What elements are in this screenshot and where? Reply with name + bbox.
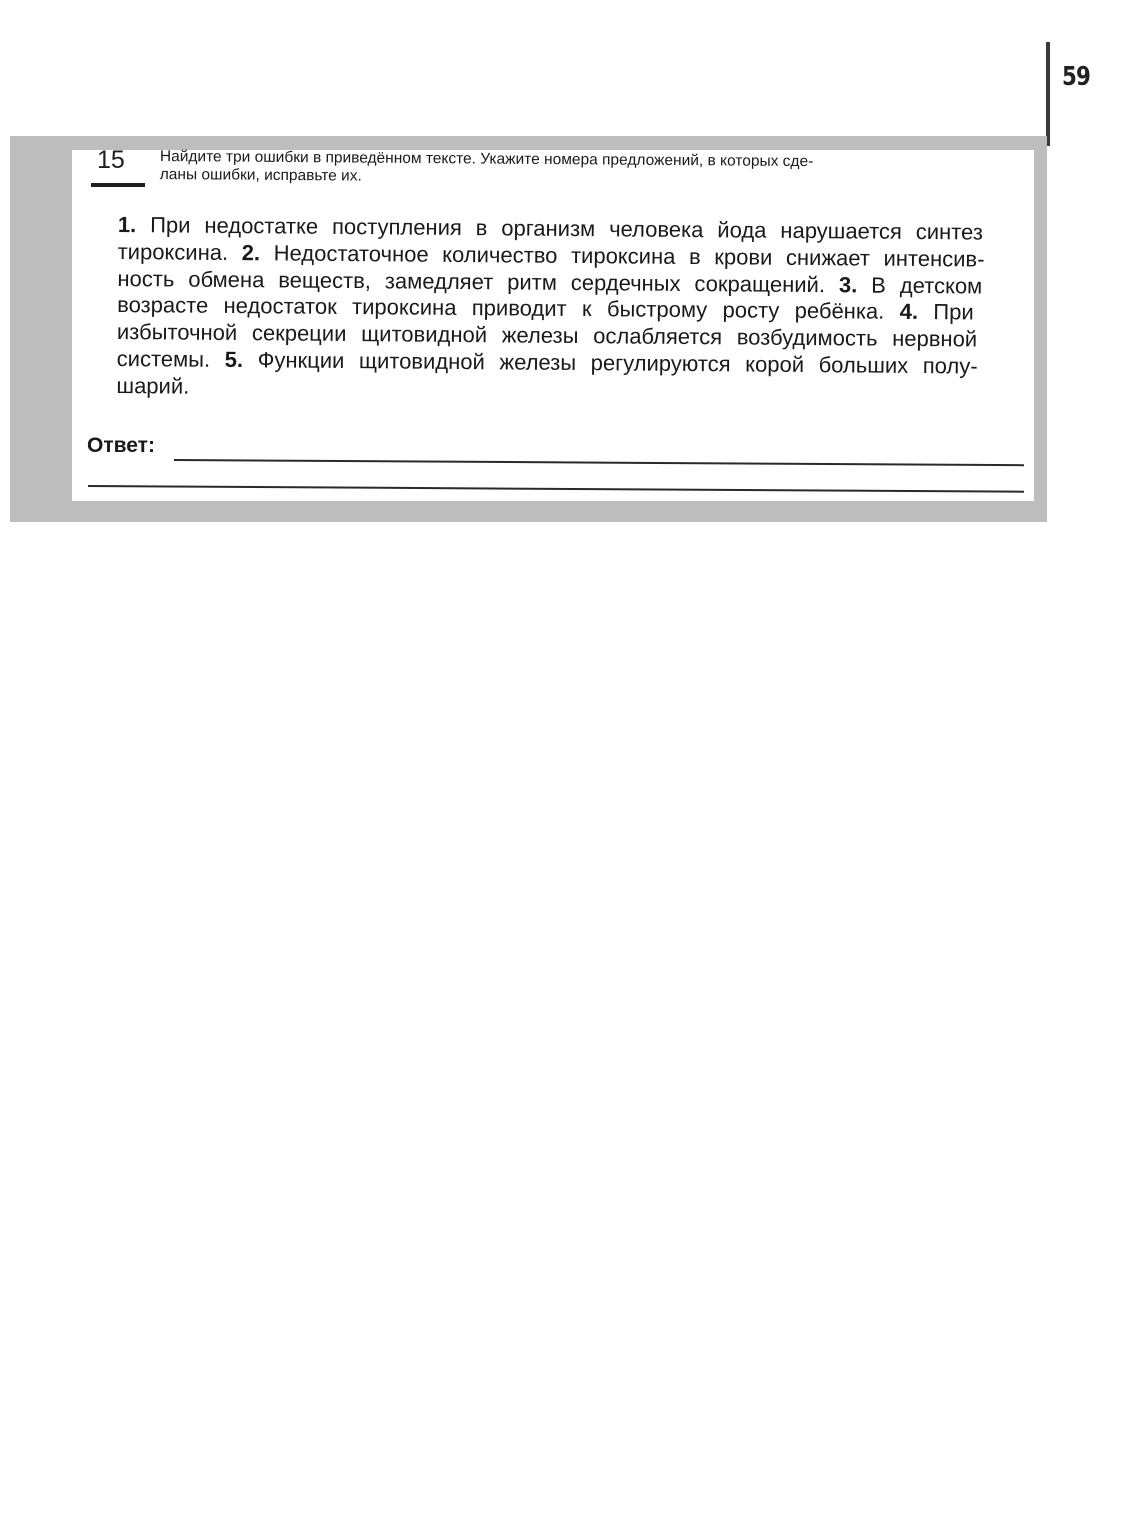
text-run: В детском — [857, 272, 983, 299]
sentence-number: 3. — [838, 271, 858, 298]
sentence-number: 4. — [899, 299, 919, 325]
sentence-number: 1. — [117, 212, 137, 238]
text-run: Функции щитовидной железы регулируются корой больших полу- — [242, 347, 978, 379]
task-number: 15 — [97, 146, 125, 174]
task-instruction-line: Найдите три ошибки в приведённом тексте. Укажите номера предложений, в которых сде- — [159, 148, 814, 171]
sentence-number: 2. — [241, 239, 261, 266]
text-run: ность обмена веществ, замедляет ритм сердечных сокращений. — [117, 265, 840, 297]
text-run: возрасте недостаток тироксина приводит к быстрому росту ребёнка. — [117, 292, 900, 325]
task-instruction — [160, 148, 1030, 191]
answer-label: Ответ: — [87, 434, 155, 457]
task-text — [116, 212, 1030, 408]
text-run: Недостаточное количество тироксина в крови снижает интенсив- — [259, 240, 985, 272]
page-edge-rule — [1046, 42, 1050, 146]
sentence-number: 5. — [224, 346, 244, 373]
task-number-underline — [91, 183, 145, 187]
text-run: избыточной секреции щитовидной железы ослабляется возбудимость нервной — [116, 319, 978, 352]
text-run: тироксина. — [117, 238, 242, 265]
text-run: При — [917, 299, 974, 325]
text-run: При недостатке поступления в организм человека йода нарушается синтез — [136, 212, 983, 245]
page-number: 59 — [1062, 62, 1091, 92]
task-instruction-line: ланы ошибки, исправьте их. — [159, 165, 362, 185]
text-run: шарий. — [116, 372, 190, 399]
text-run: системы. — [116, 345, 225, 372]
